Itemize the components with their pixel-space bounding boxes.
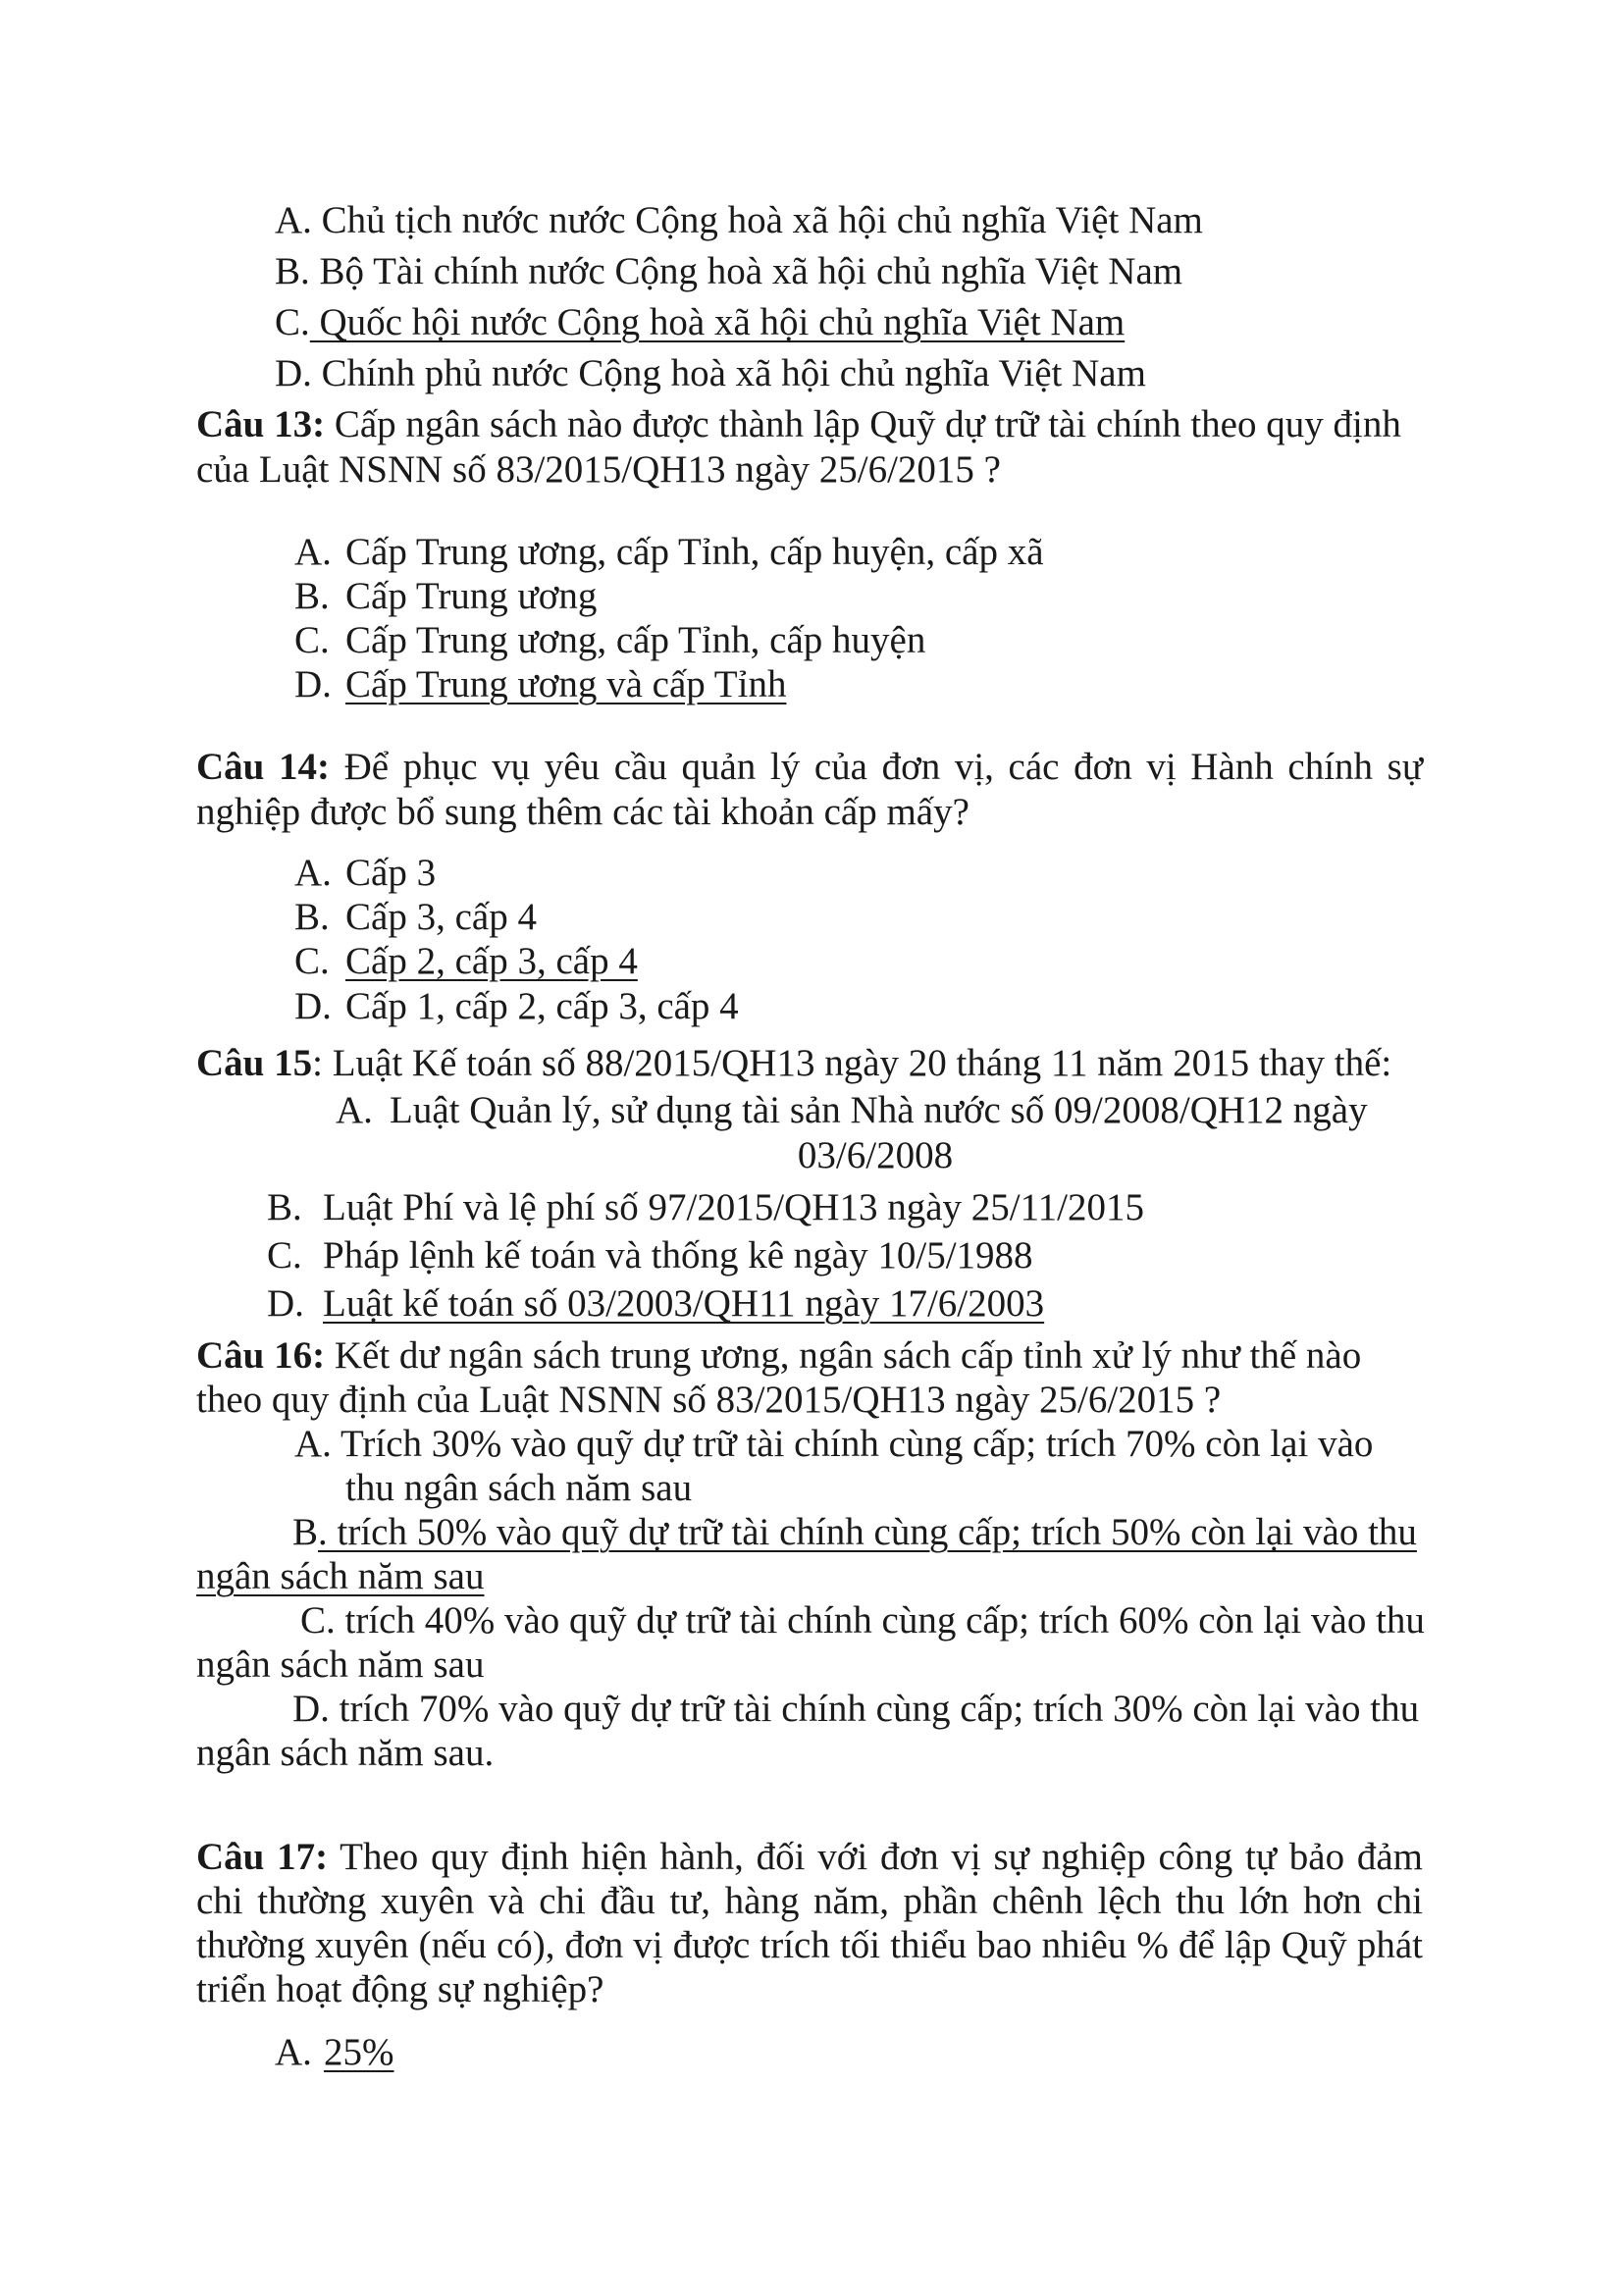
q17-question-line-1 [196,1838,1423,1876]
q17-question-line-2: chi thường xuyên và chi đầu tư, hàng năm, phần chênh lệch thu lớn hơn chi [196,1880,1423,1922]
q14-option-a [294,854,436,892]
q14-label: Câu 14: [196,746,330,788]
q13-text-1: Cấp ngân sách nào được thành lập Quỹ dự trữ tài chính theo quy định [325,403,1401,445]
q16-question-line-2: theo quy định của Luật NSNN số 83/2015/QH13 ngày 25/6/2015 ? [196,1379,1222,1421]
q12-option-a [275,201,1203,239]
q14-question-line-1 [196,748,1423,786]
q13-option-c-text: Cấp Trung ương, cấp Tỉnh, cấp huyện [345,619,926,661]
q15-option-a-line-1 [336,1091,1368,1129]
q13-option-b-letter: B. [294,575,330,617]
q12-option-b-text: Bộ Tài chính nước Cộng hoà xã hội chủ nghĩa Việt Nam [309,250,1183,292]
q15-option-a-letter: A. [336,1089,373,1131]
q13-question-line-2: của Luật NSNN số 83/2015/QH13 ngày 25/6/2015 ? [196,448,1001,491]
q14-question-line-2: nghiệp được bổ sung thêm các tài khoản cấp mấy? [196,791,969,833]
q14-option-d [294,987,739,1025]
q16-option-c-line-2: ngân sách năm sau [196,1643,485,1686]
q12-option-b [275,252,1182,290]
q17-label: Câu 17: [196,1836,329,1878]
q17-text-1: Theo quy định hiện hành, đối với đơn vị sự nghiệp công tự bảo đảm [328,1836,1424,1878]
q13-option-a-letter: A. [294,531,332,573]
q16-option-a-line-1: A. Trích 30% vào quỹ dự trữ tài chính cùng cấp; trích 70% còn lại vào [294,1423,1374,1465]
q12-option-c-text: Quốc hội nước Cộng hoà xã hội chủ nghĩa Việt Nam [309,301,1126,343]
q15-option-c [267,1236,1033,1275]
q12-option-d-text: Chính phủ nước Cộng hoà xã hội chủ nghĩa Việt Nam [311,352,1146,394]
q16-option-c-line-1: C. trích 40% vào quỹ dự trữ tài chính cùng cấp; trích 60% còn lại vào thu [300,1599,1425,1642]
q16-label: Câu 16: [196,1334,326,1377]
q14-text-1: Để phục vụ yêu cầu quản lý của đơn vị, các đơn vị Hành chính sự [329,746,1423,788]
q15-option-c-text: Pháp lệnh kế toán và thống kê ngày 10/5/1988 [323,1234,1033,1277]
q12-option-d-letter: D. [275,352,312,394]
q13-option-c [294,621,925,659]
q14-option-c-letter: C. [294,940,330,982]
q13-option-b [294,577,597,615]
q13-option-d [294,665,786,704]
q12-option-a-letter: A. [275,199,312,241]
q17-question-line-4: triển hoạt động sự nghiệp? [196,1968,604,2010]
q13-option-a-text: Cấp Trung ương, cấp Tỉnh, cấp huyện, cấp xã [345,531,1044,573]
q13-option-c-letter: C. [294,619,330,661]
q16-option-d-line-2: ngân sách năm sau. [196,1732,495,1774]
q16-option-b-text-1: . trích 50% vào quỹ dự trữ tài chính cùng cấp; trích 50% còn lại vào thu [318,1511,1417,1553]
q13-question-line-1 [196,405,1401,443]
q16-option-a-line-2: thu ngân sách năm sau [345,1467,693,1509]
q16-question-line-1 [196,1336,1361,1375]
q14-option-a-letter: A. [294,852,332,894]
q16-option-b-letter: B [292,1511,319,1553]
q17-question-line-3: thường xuyên (nếu có), đơn vị được trích tối thiểu bao nhiêu % để lập Quỹ phát [196,1924,1423,1966]
q13-option-b-text: Cấp Trung ương [345,575,598,617]
q14-option-b [294,898,537,936]
q17-option-a [275,2033,394,2071]
q12-option-c-letter: C. [275,301,310,343]
q16-option-b-line-2: ngân sách năm sau [196,1555,485,1597]
q12-option-c [275,303,1125,341]
q14-option-b-text: Cấp 3, cấp 4 [345,896,537,938]
q15-option-a-text-1: Luật Quản lý, sử dụng tài sản Nhà nước số 09/2008/QH12 ngày [390,1089,1368,1131]
q15-option-b [267,1188,1144,1226]
q15-option-c-letter: C. [267,1234,302,1277]
q16-option-d-line-1: D. trích 70% vào quỹ dự trữ tài chính cùng cấp; trích 30% còn lại vào thu [292,1688,1420,1730]
q15-option-d-text: Luật kế toán số 03/2003/QH11 ngày 17/6/2003 [323,1282,1045,1325]
q14-option-c [294,942,638,980]
q15-label: Câu 15 [196,1042,313,1084]
q15-option-d [267,1284,1044,1323]
q14-option-c-text: Cấp 2, cấp 3, cấp 4 [345,940,638,982]
q15-option-b-letter: B. [267,1186,302,1228]
q13-option-a [294,533,1044,571]
q14-option-d-text: Cấp 1, cấp 2, cấp 3, cấp 4 [345,985,739,1027]
q13-option-d-letter: D. [294,663,332,705]
q16-option-b-line-1 [292,1513,1417,1551]
q15-question-line-1 [196,1044,1391,1082]
q17-option-a-letter: A. [275,2031,312,2073]
q13-option-d-text: Cấp Trung ương và cấp Tỉnh [345,663,787,705]
q17-option-a-text: 25% [324,2031,394,2073]
q12-option-b-letter: B. [275,250,310,292]
q15-text-1: : Luật Kế toán số 88/2015/QH13 ngày 20 tháng 11 năm 2015 thay thế: [312,1042,1392,1084]
q15-option-d-letter: D. [267,1282,304,1325]
q14-option-b-letter: B. [294,896,330,938]
q15-option-a-line-2: 03/6/2008 [797,1134,954,1176]
q13-label: Câu 13: [196,403,326,445]
q12-option-d [275,354,1146,392]
q12-option-a-text: Chủ tịch nước nước Cộng hoà xã hội chủ nghĩa Việt Nam [311,199,1203,241]
q14-option-a-text: Cấp 3 [345,852,437,894]
q15-option-b-text: Luật Phí và lệ phí số 97/2015/QH13 ngày 25/11/2015 [323,1186,1144,1228]
q14-option-d-letter: D. [294,985,332,1027]
q16-text-1: Kết dư ngân sách trung ương, ngân sách cấp tỉnh xử lý như thế nào [325,1334,1362,1377]
